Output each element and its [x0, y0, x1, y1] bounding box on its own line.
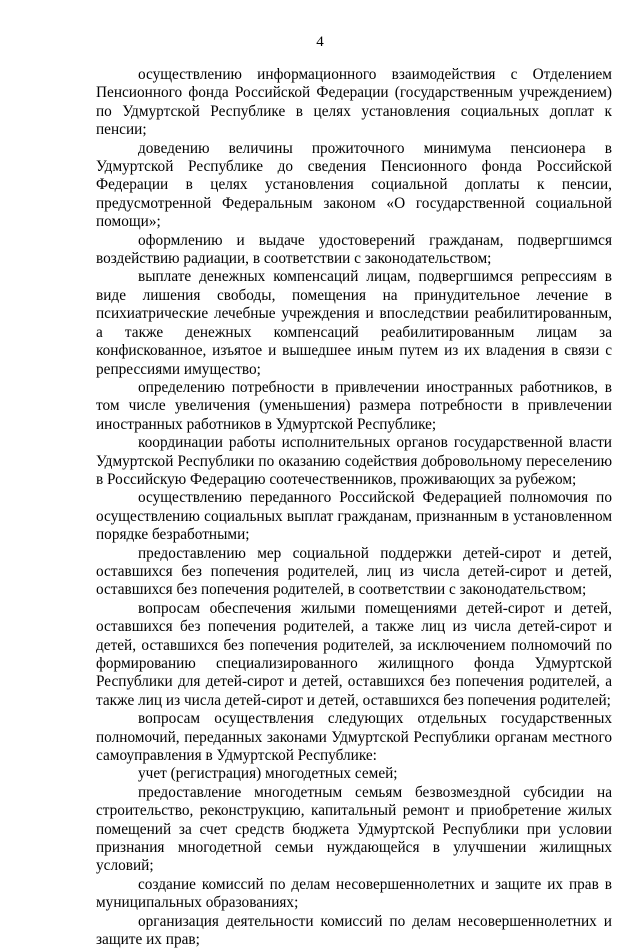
- paragraph-minors-commissions-activity: организация деятельности комиссий по делам несовершеннолетних и защите их прав;: [96, 912, 612, 949]
- paragraph-minors-commissions: создание комиссий по делам несовершеннолетних и защите их прав в муниципальных образованиях;: [96, 875, 612, 912]
- paragraph-large-family-registration: учет (регистрация) многодетных семей;: [138, 765, 398, 783]
- paragraph-unemployment-payments: осуществлению переданного Российской Федерацией полномочия по осуществлению социальных выплат гражданам, признанным в установленном порядке безработными;: [96, 489, 612, 544]
- paragraph-repression-compensation: выплате денежных компенсаций лицам, подвергшимся репрессиям в виде лишения свободы, помещения на принудительное лечение в психиатрические лечебные учреждения и впоследствии реабилитированным, а также денежных компенсаций реабилитированным лицам за конфискованное, изъятое и вышедшее иным путем из их владения в связи с репрессиями имущество;: [96, 268, 612, 378]
- paragraph-orphan-housing: вопросам обеспечения жилыми помещениями детей-сирот и детей, оставшихся без попечения родителей, а также лиц из числа детей-сирот и детей, оставшихся без попечения родителей, за исключением полномочий по формированию специализированного жилищного фонда Удмуртской Республики для детей-сирот и детей, оставшихся без попечения родителей, а также лиц из числа детей-сирот и детей, оставшихся без попечения родителей;: [96, 599, 612, 709]
- page-number: 4: [316, 34, 324, 50]
- paragraph-large-family-subsidy: предоставление многодетным семьям безвозмездной субсидии на строительство, реконструкцию, капитальный ремонт и приобретение жилых помещений за счет средств бюджета Удмуртской Республики при условии признания многодетной семьи нуждающейся в улучшении жилищных условий;: [96, 783, 612, 875]
- paragraph-foreign-workers: определению потребности в привлечении иностранных работников, в том числе увеличения (уменьшения) размера потребности в привлечении иностранных работников в Удмуртской Республике;: [96, 378, 612, 433]
- paragraph-radiation-certificates: оформлению и выдаче удостоверений гражданам, подвергшимся воздействию радиации, в соответствии с законодательством;: [96, 231, 612, 268]
- paragraph-resettlement: координации работы исполнительных органов государственной власти Удмуртской Республики по оказанию содействия добровольному переселению в Российскую Федерацию соотечественников, проживающих за рубежом;: [96, 434, 612, 488]
- paragraph-orphan-support: предоставлению мер социальной поддержки детей-сирот и детей, оставшихся без попечения родителей, лиц из числа детей-сирот и детей, оставшихся без попечения родителей, в соответствии с законодательством;: [96, 544, 612, 599]
- document-body: [96, 66, 612, 950]
- paragraph-information-exchange: осуществлению информационного взаимодействия с Отделением Пенсионного фонда Российской Федерации (государственным учреждением) по Удмуртской Республике в целях установления социальных доплат к пенсии;: [96, 66, 612, 139]
- paragraph-subsistence-minimum: доведению величины прожиточного минимума пенсионера в Удмуртской Республике до сведения Пенсионного фонда Российской Федерации в целях установления социальной доплаты к пенсии, предусмотренной Федеральным законом «О государственной социальной помощи»;: [96, 139, 612, 231]
- paragraph-delegated-powers: вопросам осуществления следующих отдельных государственных полномочий, переданных законами Удмуртской Республики органам местного самоуправления в Удмуртской Республике:: [96, 710, 612, 765]
